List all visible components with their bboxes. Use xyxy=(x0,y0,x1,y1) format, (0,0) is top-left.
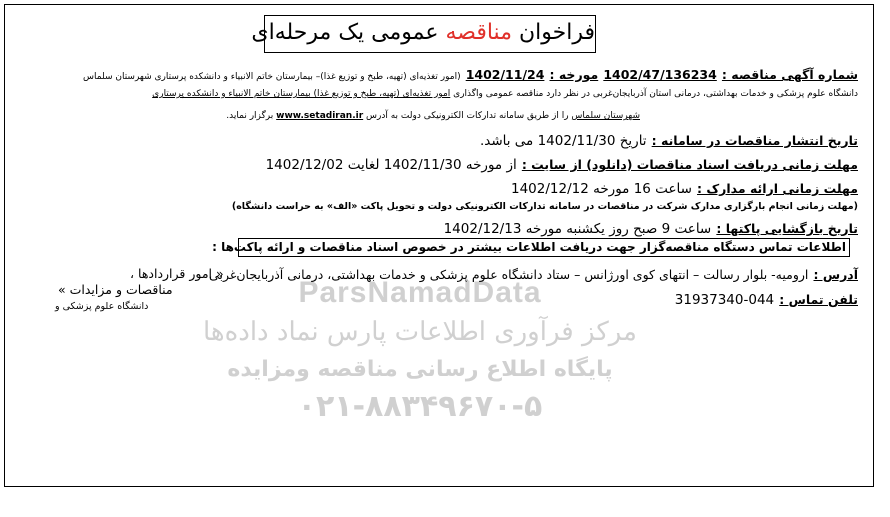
address-row xyxy=(209,264,858,283)
intro-line2-b: امور تغذیه‌ای (تهیه، طبخ و توزیع غذا) بیمارستان خاتم الانبیاء و دانشکده پرستاری xyxy=(152,89,451,99)
title-prefix: فراخوان xyxy=(518,20,595,45)
download-value: از مورخه 1402/11/30 لغایت 1402/12/02 xyxy=(265,157,517,173)
notice-subject: (امور تغذیه‌ای (تهیه، طبخ و توزیع غذا)– بیمارستان خاتم الانبیاء و دانشکده پرستاری شهرستان سلماس xyxy=(83,72,461,82)
intro-line2-a: دانشگاه علوم پزشکی و خدمات بهداشتی، درمانی استان آذربایجان‌غربی در نظر دارد مناقصه عمومی واگذاری xyxy=(453,89,858,99)
notice-date-label: مورخه : xyxy=(549,67,599,82)
address-label: آدرس : xyxy=(813,267,858,282)
notice-number-line xyxy=(83,64,858,83)
intro-line3-b: را از طریق سامانه تدارکات الکترونیکی دولت به آدرس xyxy=(366,111,569,121)
title-suffix: عمومی یک مرحله‌ای xyxy=(251,20,439,45)
download-period-row xyxy=(266,154,858,173)
notice-date-value: 1402/11/24 xyxy=(465,67,545,82)
watermark-line1: مرکز فرآوری اطلاعات پارس نماد داده‌ها xyxy=(203,317,637,347)
intro-line-3 xyxy=(226,111,640,121)
setadiran-link[interactable]: www.setadiran.ir xyxy=(276,111,364,121)
title-highlight: مناقصه xyxy=(445,20,512,45)
notice-number-label: شماره آگهی مناقصه : xyxy=(721,67,858,82)
submit-deadline-row xyxy=(511,178,858,197)
side-note-line1: « امور قراردادها ، xyxy=(130,266,224,281)
upload-note: (مهلت زمانی انجام بارگزاری مدارک شرکت در مناقصات در سامانه تدارکات الکترونیکی دولت و تحویل پاکت «الف» به حراست دانشگاه) xyxy=(231,201,858,212)
intro-line3-c: برگزار نماید. xyxy=(226,111,274,121)
submit-value: ساعت 16 مورخه 1402/12/12 xyxy=(511,181,692,197)
opening-value: ساعت 9 صبح روز یکشنبه مورخه 1402/12/13 xyxy=(443,221,712,237)
opening-date-row xyxy=(444,218,858,237)
contact-header: اطلاعات تماس دستگاه مناقصه‌گزار جهت دریافت اطلاعات بیشتر در خصوص اسناد مناقصات و ارائه پاکت‌ها : xyxy=(212,240,846,254)
phone-value: 044-31937340 xyxy=(674,292,775,308)
notice-number-value: 1402/47/136234 xyxy=(603,67,717,82)
intro-line3-a: شهرستان سلماس xyxy=(571,111,640,121)
side-note-line2: مناقصات و مزایدات » xyxy=(58,282,173,297)
publish-label: تاریخ انتشار مناقصات در سامانه : xyxy=(651,133,858,148)
opening-label: تاریخ بازگشایی پاکتها : xyxy=(716,221,858,236)
notice-title xyxy=(251,15,596,53)
download-label: مهلت زمانی دریافت اسناد مناقصات (دانلود) از سایت : xyxy=(521,157,858,172)
watermark-latin: ParsNamadData xyxy=(298,276,542,309)
side-note-line3: دانشگاه علوم پزشکی و xyxy=(55,301,149,312)
watermark-line2: پایگاه اطلاع رسانی مناقصه ومزایده xyxy=(227,357,613,382)
intro-line-2 xyxy=(152,89,858,99)
phone-label: تلفن تماس : xyxy=(779,292,858,307)
publish-date-row xyxy=(480,130,858,149)
watermark-phone: ۰۲۱-۸۸۳۴۹۶۷۰-۵ xyxy=(297,389,543,424)
submit-label: مهلت زمانی ارائه مدارک : xyxy=(697,181,858,196)
address-value: ارومیه- بلوار رسالت – انتهای کوی اورژانس – ستاد دانشگاه علوم پزشکی و خدمات بهداشتی، درمانی آذربایجان‌غربی xyxy=(209,267,809,282)
publish-value: تاریخ 1402/11/30 می باشد. xyxy=(479,133,647,149)
phone-row xyxy=(675,289,858,308)
